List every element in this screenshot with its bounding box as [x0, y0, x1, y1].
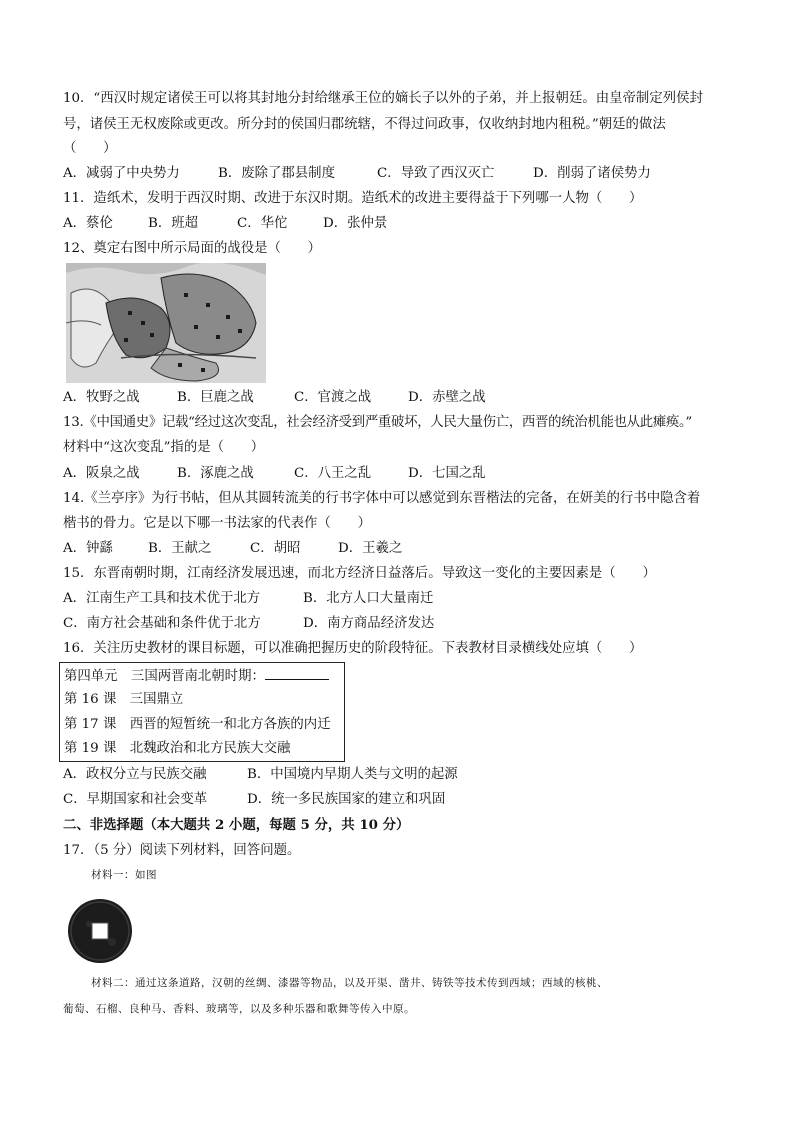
ancient-coin-image — [67, 898, 133, 964]
q16-option-b: B．中国境内早期人类与文明的起源 — [247, 767, 458, 782]
three-kingdoms-map-image — [66, 263, 266, 383]
q14-option-d: D．王羲之 — [338, 541, 403, 556]
q14-stem-line1: 14.《兰亭序》为行书帖，但从其圆转流美的行书字体中可以感觉到东晋楷法的完备，在妍美的行书中隐含着 — [63, 491, 701, 506]
q10-option-b: B．废除了郡县制度 — [218, 166, 335, 181]
q15-option-d: D．南方商品经济发达 — [303, 616, 435, 631]
q17-material2-line2: 葡萄、石榴、良种马、香料、玻璃等，以及多种乐器和歌舞等传入中原。 — [63, 1003, 415, 1015]
q11-option-a: A．蔡伦 — [63, 216, 113, 231]
q10-option-c: C．导致了西汉灭亡 — [377, 166, 495, 181]
q14-stem-line2: 楷书的骨力。它是以下哪一书法家的代表作（ ） — [63, 516, 371, 531]
q15-option-a: A．江南生产工具和技术优于北方 — [63, 591, 261, 606]
q13-option-b: B．涿鹿之战 — [177, 466, 254, 481]
q15-stem: 15．东晋南朝时期，江南经济发展迅速，而北方经济日益落后。导致这一变化的主要因素是（ ） — [63, 566, 656, 581]
q14-option-b: B．王献之 — [148, 541, 212, 556]
section-heading: 二、非选择题（本大题共 2 小题，每题 5 分，共 10 分） — [63, 817, 410, 833]
q10-stem-line1: 10．“西汉时规定诸侯王可以将其封地分封给继承王位的嫡长子以外的子弟，并上报朝廷。由皇帝制定列侯封 — [63, 91, 703, 106]
q17-material2-line1: 材料二：通过这条道路，汉朝的丝绸、漆器等物品，以及开渠、凿井、铸铁等技术传到西域；西域的核桃、 — [91, 977, 608, 989]
q12-option-c: C．官渡之战 — [294, 390, 372, 405]
q17-stem: 17．（5 分）阅读下列材料，回答问题。 — [63, 843, 301, 858]
q12-option-a: A．牧野之战 — [63, 390, 140, 405]
table-row: 第 17 课 西晋的短暂统一和北方各族的内迁 — [64, 717, 331, 732]
q10-stem-line3: （ ） — [63, 141, 117, 156]
q14-option-c: C．胡昭 — [250, 541, 301, 556]
q16-stem: 16．关注历史教材的课目标题，可以准确把握历史的阶段特征。下表教材目录横线处应填（ ） — [63, 641, 643, 656]
q14-option-a: A．钟繇 — [63, 541, 113, 556]
table-row: 第 19 课 北魏政治和北方民族大交融 — [64, 741, 291, 756]
q16-option-c: C．早期国家和社会变革 — [63, 792, 208, 807]
table-row-unit — [64, 667, 329, 686]
q12-stem: 12、奠定右图中所示局面的战役是（ ） — [63, 241, 322, 256]
q11-option-b: B．班超 — [148, 216, 199, 231]
q13-stem-line2: 材料中“这次变乱”指的是（ ） — [63, 440, 265, 455]
q17-material1-label: 材料一：如图 — [91, 869, 157, 881]
q12-option-d: D．赤壁之战 — [408, 390, 486, 405]
q12-option-b: B．巨鹿之战 — [177, 390, 254, 405]
table-unit-title: 第四单元 三国两晋南北朝时期： — [64, 669, 265, 684]
table-row: 第 16 课 三国鼎立 — [64, 692, 184, 707]
textbook-contents-table — [59, 662, 345, 762]
q11-option-c: C．华佗 — [237, 216, 288, 231]
q10-stem-line2: 号，诸侯王无权废除或更改。所分封的侯国归郡统辖，不得过问政事，仅收纳封地内租税。”朝廷的做法 — [63, 117, 666, 132]
q10-option-a: A．减弱了中央势力 — [63, 166, 180, 181]
q15-option-c: C．南方社会基础和条件优于北方 — [63, 616, 261, 631]
q16-option-d: D．统一多民族国家的建立和巩固 — [247, 792, 446, 807]
q13-option-c: C．八王之乱 — [294, 466, 372, 481]
fill-in-blank — [265, 667, 329, 680]
q13-option-d: D．七国之乱 — [408, 466, 486, 481]
q10-option-d: D．削弱了诸侯势力 — [533, 166, 651, 181]
q13-stem-line1: 13.《中国通史》记载“经过这次变乱，社会经济受到严重破坏，人民大量伤亡，西晋的统治机能也从此瘫痪。” — [63, 415, 692, 430]
q15-option-b: B．北方人口大量南迁 — [303, 591, 434, 606]
q13-option-a: A．阪泉之战 — [63, 466, 140, 481]
q11-stem: 11．造纸术，发明于西汉时期、改进于东汉时期。造纸术的改进主要得益于下列哪一人物（ ） — [63, 191, 643, 206]
q11-option-d: D．张仲景 — [323, 216, 388, 231]
q16-option-a: A．政权分立与民族交融 — [63, 767, 207, 782]
